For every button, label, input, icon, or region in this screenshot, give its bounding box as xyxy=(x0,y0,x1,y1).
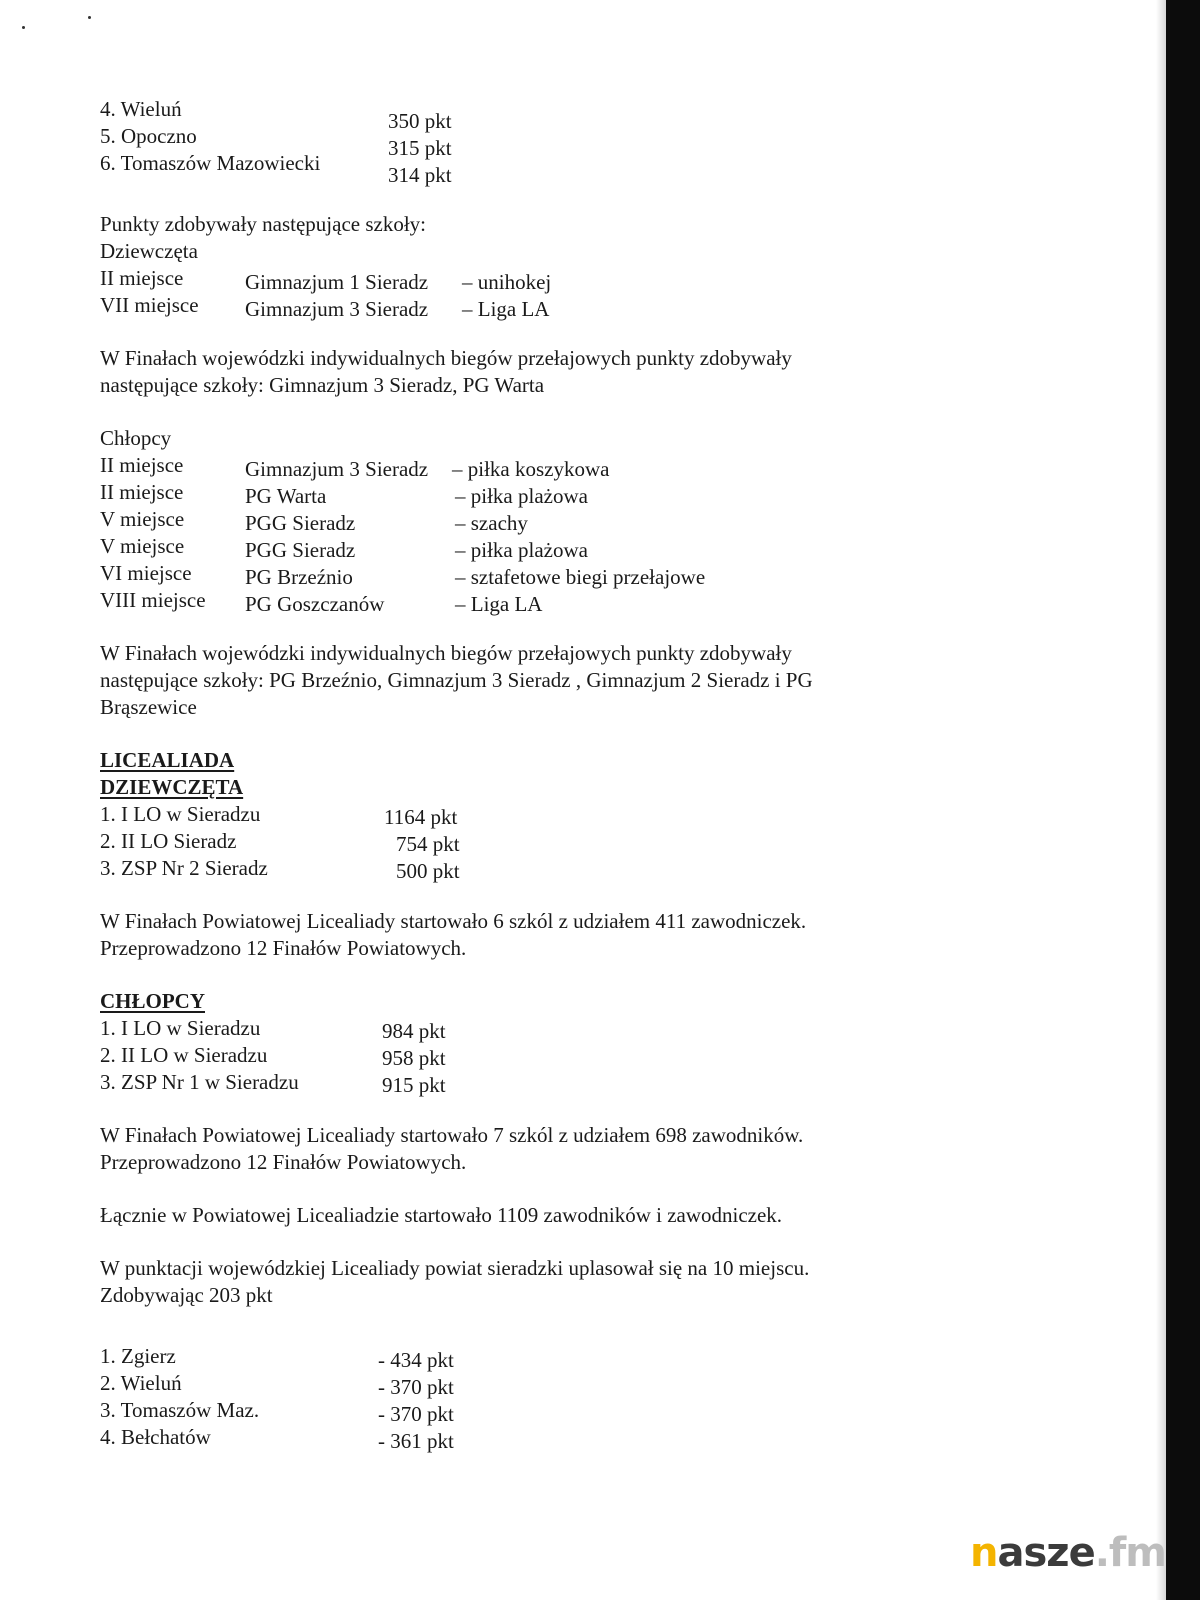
voivodeship-summary: W punktacji wojewódzkiej Licealiady powiat sieradzki uplasował się na 10 miejscu. Zdobywając 203 pkt xyxy=(100,1256,810,1307)
girls-label: Dziewczęta xyxy=(100,239,198,263)
list-item xyxy=(100,265,1100,292)
result-discipline: – piłka plażowa xyxy=(455,538,588,562)
licealiada-girls-list xyxy=(100,801,1100,882)
licealiada-boys-heading: CHŁOPCY xyxy=(100,989,205,1013)
ranking-points: 314 pkt xyxy=(388,163,452,187)
ranking-points: 350 pkt xyxy=(388,109,452,133)
result-rank: VII miejsce xyxy=(100,293,199,317)
list-item xyxy=(100,587,1100,614)
result-discipline: – sztafetowe biegi przełajowe xyxy=(455,565,706,589)
ranking-place: 6. Tomaszów Mazowiecki xyxy=(100,151,321,175)
list-item xyxy=(100,96,1100,133)
ranking-points: 915 pkt xyxy=(382,1073,446,1097)
list-item xyxy=(100,123,1100,160)
result-discipline: – Liga LA xyxy=(455,592,543,616)
ranking-place: 1. I LO w Sieradzu xyxy=(100,1016,261,1040)
result-rank: II miejsce xyxy=(100,453,184,477)
result-school: Gimnazjum 1 Sieradz xyxy=(245,270,429,294)
licealiada-heading: LICEALIADA xyxy=(100,748,235,772)
ranking-points: 1164 pkt xyxy=(384,805,458,829)
result-school: PG Warta xyxy=(245,484,327,508)
list-item xyxy=(100,1069,1100,1096)
result-school: PGG Sieradz xyxy=(245,511,356,535)
result-rank: II miejsce xyxy=(100,480,184,504)
result-school: PG Brzeźnio xyxy=(245,565,353,589)
result-school: PG Goszczanów xyxy=(245,592,385,616)
watermark-logo: nasze.fm xyxy=(970,1530,1166,1576)
ranking-points: - 434 pkt xyxy=(378,1348,454,1372)
list-item xyxy=(100,479,1100,506)
list-item xyxy=(100,506,1100,533)
ranking-points: - 370 pkt xyxy=(378,1402,454,1426)
list-item xyxy=(100,828,1100,855)
boys-cross-country: W Finałach wojewódzki indywidualnych biegów przełajowych punkty zdobywały następujące szkoły: PG Brzeźnio, Gimnazjum 3 Sieradz , Gimnazjum 2 Sieradz i PG Brąszewice xyxy=(100,641,813,719)
ranking-points: 500 pkt xyxy=(396,859,460,883)
result-discipline: – piłka koszykowa xyxy=(452,457,610,481)
licealiada-total: Łącznie w Powiatowej Licealiadzie startowało 1109 zawodników i zawodniczek. xyxy=(100,1203,783,1227)
licealiada-girls-summary: W Finałach Powiatowej Licealiady startowało 6 szkól z udziałem 411 zawodniczek. Przeprowadzono 12 Finałów Powiatowych. xyxy=(100,909,807,960)
list-item xyxy=(100,801,1100,828)
result-school: PGG Sieradz xyxy=(245,538,356,562)
ranking-place: 5. Opoczno xyxy=(100,124,197,148)
girls-cross-country: W Finałach wojewódzki indywidualnych biegów przełajowych punkty zdobywały następujące szkoły: Gimnazjum 3 Sieradz, PG Warta xyxy=(100,346,792,397)
licealiada-boys-list xyxy=(100,1015,1100,1096)
boys-results-list xyxy=(100,452,1100,614)
ranking-place: 4. Wieluń xyxy=(100,97,182,121)
scan-edge xyxy=(1166,0,1200,1600)
ranking-points: 984 pkt xyxy=(382,1019,446,1043)
ranking-place: 2. II LO w Sieradzu xyxy=(100,1043,268,1067)
result-discipline: – szachy xyxy=(455,511,528,535)
result-rank: II miejsce xyxy=(100,266,184,290)
result-school: Gimnazjum 3 Sieradz xyxy=(245,297,429,321)
ranking-points: 754 pkt xyxy=(396,832,460,856)
points-intro: Punkty zdobywały następujące szkoły: xyxy=(100,212,427,236)
ranking-points: - 370 pkt xyxy=(378,1375,454,1399)
list-item xyxy=(100,1343,1100,1370)
list-item xyxy=(100,1397,1100,1424)
result-discipline: – unihokej xyxy=(462,270,552,294)
scan-shadow xyxy=(1156,0,1166,1600)
ranking-place: 2. II LO Sieradz xyxy=(100,829,237,853)
list-item xyxy=(100,1015,1100,1042)
licealiada-boys-summary: W Finałach Powiatowej Licealiady startowało 7 szkól z udziałem 698 zawodników. Przeprowadzono 12 Finałów Powiatowych. xyxy=(100,1123,804,1174)
ranking-points: 958 pkt xyxy=(382,1046,446,1070)
list-item xyxy=(100,452,1100,479)
list-item xyxy=(100,1370,1100,1397)
ranking-top-list xyxy=(100,96,1100,187)
ranking-place: 3. Tomaszów Maz. xyxy=(100,1398,260,1422)
scan-speck xyxy=(22,26,25,29)
list-item xyxy=(100,1042,1100,1069)
ranking-points: - 361 pkt xyxy=(378,1429,454,1453)
result-rank: V miejsce xyxy=(100,507,185,531)
voivodeship-ranking-list xyxy=(100,1343,1100,1451)
list-item xyxy=(100,560,1100,587)
ranking-points: 315 pkt xyxy=(388,136,452,160)
ranking-place: 3. ZSP Nr 2 Sieradz xyxy=(100,856,268,880)
list-item xyxy=(100,1424,1100,1451)
licealiada-girls-heading: DZIEWCZĘTA xyxy=(100,775,244,799)
result-rank: VIII miejsce xyxy=(100,588,206,612)
result-rank: V miejsce xyxy=(100,534,185,558)
result-discipline: – Liga LA xyxy=(462,297,550,321)
ranking-place: 3. ZSP Nr 1 w Sieradzu xyxy=(100,1070,299,1094)
list-item xyxy=(100,855,1100,882)
scan-speck xyxy=(88,16,91,19)
list-item xyxy=(100,533,1100,560)
ranking-place: 2. Wieluń xyxy=(100,1371,182,1395)
boys-label: Chłopcy xyxy=(100,426,172,450)
document-page xyxy=(100,96,1100,1451)
ranking-place: 1. Zgierz xyxy=(100,1344,176,1368)
list-item xyxy=(100,150,1100,187)
result-discipline: – piłka plażowa xyxy=(455,484,588,508)
result-school: Gimnazjum 3 Sieradz xyxy=(245,457,429,481)
girls-results-list xyxy=(100,265,1100,319)
ranking-place: 1. I LO w Sieradzu xyxy=(100,802,261,826)
list-item xyxy=(100,292,1100,319)
ranking-place: 4. Bełchatów xyxy=(100,1425,211,1449)
result-rank: VI miejsce xyxy=(100,561,192,585)
